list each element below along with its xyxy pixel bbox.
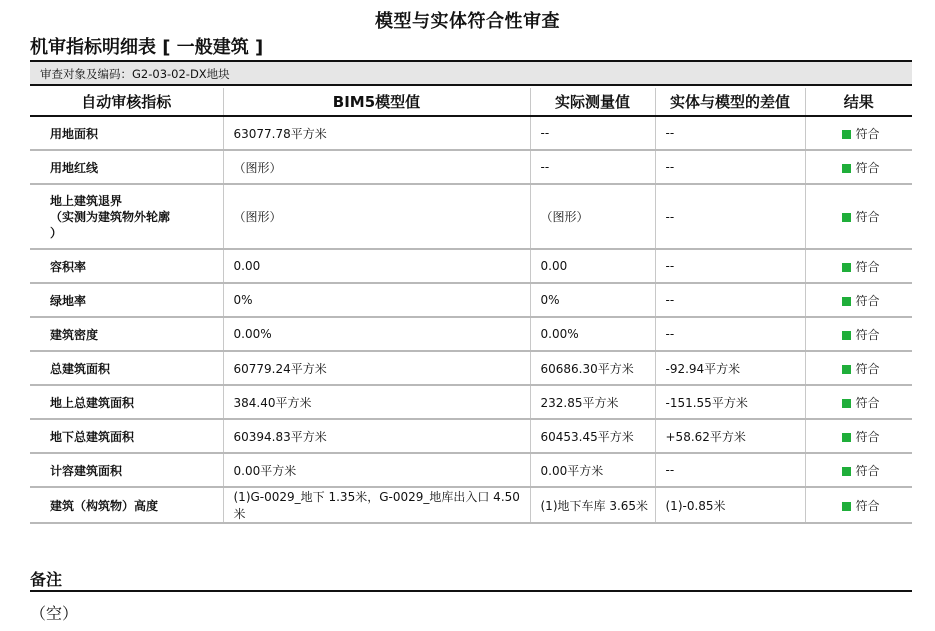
- measured-value-cell: --: [530, 116, 655, 150]
- difference-cell: --: [655, 453, 805, 487]
- pass-status-icon: [842, 164, 851, 173]
- pass-status-icon: [842, 213, 851, 222]
- difference-cell: --: [655, 283, 805, 317]
- measured-value-cell: 232.85平方米: [530, 385, 655, 419]
- result-label: 符合: [855, 160, 880, 175]
- difference-cell: +58.62平方米: [655, 419, 805, 453]
- result-label: 符合: [855, 293, 880, 308]
- indicator-cell: 地上总建筑面积: [30, 385, 223, 419]
- model-value-cell: 63077.78平方米: [223, 116, 530, 150]
- notes-title: 备注: [30, 570, 63, 589]
- measured-value-cell: (1)地下车库 3.65米: [530, 487, 655, 523]
- model-value-cell: 60779.24平方米: [223, 351, 530, 385]
- column-header-difference: 实体与模型的差值: [655, 88, 805, 116]
- result-cell: [805, 150, 912, 184]
- difference-cell: -151.55平方米: [655, 385, 805, 419]
- difference-cell: --: [655, 317, 805, 351]
- result-label: 符合: [855, 361, 880, 376]
- indicator-cell: 用地面积: [30, 116, 223, 150]
- result-cell: [805, 184, 912, 249]
- measured-value-cell: 0.00: [530, 249, 655, 283]
- result-label: 符合: [855, 498, 880, 513]
- indicator-cell: 建筑（构筑物）高度: [30, 487, 223, 523]
- column-header-model-value: BIM5模型值: [223, 88, 530, 116]
- result-label: 符合: [855, 327, 880, 342]
- model-value-cell: 384.40平方米: [223, 385, 530, 419]
- pass-status-icon: [842, 433, 851, 442]
- column-header-measured-value: 实际测量值: [530, 88, 655, 116]
- result-label: 符合: [855, 395, 880, 410]
- indicator-cell: 容积率: [30, 249, 223, 283]
- document-title: 模型与实体符合性审查: [375, 11, 560, 32]
- difference-cell: --: [655, 249, 805, 283]
- model-value-cell: 0.00%: [223, 317, 530, 351]
- indicator-cell: 地上建筑退界 （实测为建筑物外轮廓 ）: [30, 184, 223, 249]
- model-value-cell: 0.00平方米: [223, 453, 530, 487]
- review-object-label: 审查对象及编码：G2-03-02-DX地块: [30, 62, 912, 86]
- measured-value-cell: 0.00平方米: [530, 453, 655, 487]
- table-row: [30, 385, 912, 419]
- model-value-cell: (1)G-0029_地下 1.35米，G-0029_地库出入口 4.50米: [223, 487, 530, 523]
- pass-status-icon: [842, 502, 851, 511]
- difference-cell: --: [655, 116, 805, 150]
- result-cell: [805, 116, 912, 150]
- table-row: [30, 283, 912, 317]
- table-row: [30, 249, 912, 283]
- table-header-row: [30, 88, 912, 116]
- column-header-indicator: 自动审核指标: [30, 88, 223, 116]
- result-label: 符合: [855, 126, 880, 141]
- measured-value-cell: 60686.30平方米: [530, 351, 655, 385]
- measured-value-cell: 0%: [530, 283, 655, 317]
- result-cell: [805, 419, 912, 453]
- notes-body: （空）: [30, 604, 79, 623]
- pass-status-icon: [842, 263, 851, 272]
- model-value-cell: 0.00: [223, 249, 530, 283]
- indicator-cell: 计容建筑面积: [30, 453, 223, 487]
- column-header-result: 结果: [805, 88, 912, 116]
- pass-status-icon: [842, 399, 851, 408]
- difference-cell: --: [655, 184, 805, 249]
- table-row: [30, 184, 912, 249]
- difference-cell: --: [655, 150, 805, 184]
- model-value-cell: 0%: [223, 283, 530, 317]
- result-label: 符合: [855, 259, 880, 274]
- model-value-cell: 60394.83平方米: [223, 419, 530, 453]
- notes-divider: [30, 590, 912, 592]
- pass-status-icon: [842, 297, 851, 306]
- measured-value-cell: （图形）: [530, 184, 655, 249]
- measured-value-cell: 0.00%: [530, 317, 655, 351]
- indicator-cell: 绿地率: [30, 283, 223, 317]
- result-cell: [805, 487, 912, 523]
- result-cell: [805, 385, 912, 419]
- result-cell: [805, 249, 912, 283]
- result-label: 符合: [855, 209, 880, 224]
- indicator-cell: 建筑密度: [30, 317, 223, 351]
- result-cell: [805, 283, 912, 317]
- pass-status-icon: [842, 130, 851, 139]
- table-row: [30, 317, 912, 351]
- table-row: [30, 150, 912, 184]
- model-value-cell: （图形）: [223, 150, 530, 184]
- result-label: 符合: [855, 463, 880, 478]
- result-cell: [805, 351, 912, 385]
- result-cell: [805, 317, 912, 351]
- indicator-cell: 地下总建筑面积: [30, 419, 223, 453]
- result-label: 符合: [855, 429, 880, 444]
- table-row: [30, 116, 912, 150]
- pass-status-icon: [842, 467, 851, 476]
- indicator-cell: 总建筑面积: [30, 351, 223, 385]
- table-row: [30, 351, 912, 385]
- pass-status-icon: [842, 365, 851, 374]
- table-row: [30, 453, 912, 487]
- result-cell: [805, 453, 912, 487]
- review-table: [30, 88, 912, 524]
- measured-value-cell: 60453.45平方米: [530, 419, 655, 453]
- difference-cell: -92.94平方米: [655, 351, 805, 385]
- indicator-cell: 用地红线: [30, 150, 223, 184]
- pass-status-icon: [842, 331, 851, 340]
- table-row: [30, 419, 912, 453]
- section-title: 机审指标明细表 [ 一般建筑 ]: [30, 37, 264, 58]
- measured-value-cell: --: [530, 150, 655, 184]
- table-row: [30, 487, 912, 523]
- model-value-cell: （图形）: [223, 184, 530, 249]
- difference-cell: (1)-0.85米: [655, 487, 805, 523]
